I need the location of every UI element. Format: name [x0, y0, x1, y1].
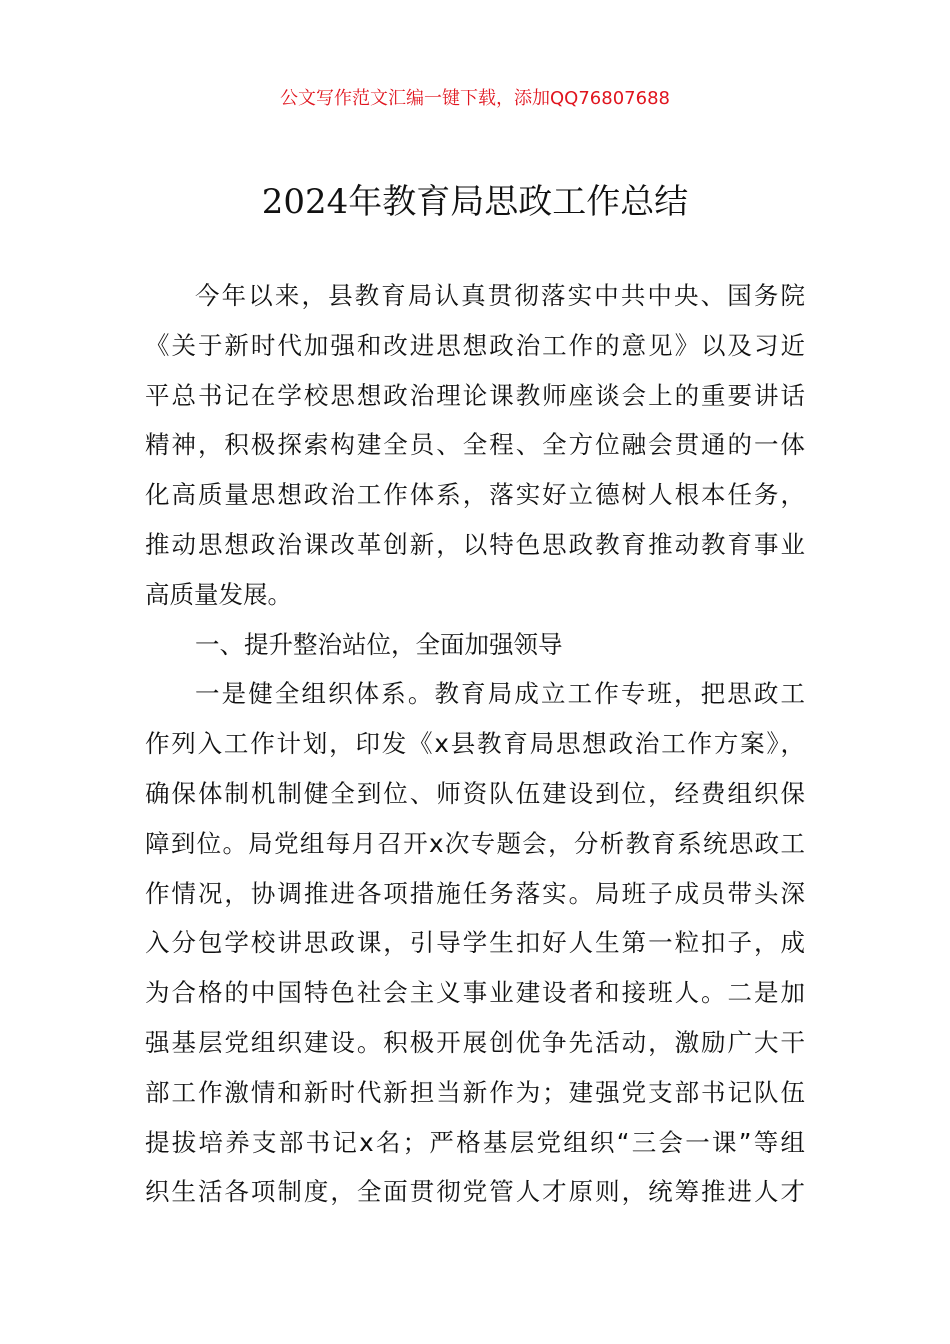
paragraph-line: 作情况，协调推进各项措施任务落实。局班子成员带头深 [145, 878, 805, 908]
paragraph-line: 织生活各项制度，全面贯彻党管人才原则，统筹推进人才 [145, 1177, 805, 1207]
paragraph-line: 确保体制机制健全到位、师资队伍建设到位，经费组织保 [145, 778, 805, 808]
paragraph-line: 入分包学校讲思政课，引导学生扣好人生第一粒扣子，成 [145, 928, 805, 958]
download-banner: 公文写作范文汇编一键下载，添加QQ76807688 [280, 88, 670, 109]
paragraph-line: 推动思想政治课改革创新，以特色思政教育推动教育事业 [145, 529, 805, 559]
paragraph-line: 一是健全组织体系。教育局成立工作专班，把思政工 [195, 679, 805, 709]
paragraph-line: 化高质量思想政治工作体系，落实好立德树人根本任务， [145, 480, 805, 510]
document-body [145, 278, 805, 1224]
paragraph-line: 为合格的中国特色社会主义事业建设者和接班人。二是加 [145, 978, 805, 1008]
paragraph-line: 作列入工作计划，印发《x县教育局思想政治工作方案》， [145, 729, 805, 759]
document-title: 2024年教育局思政工作总结 [261, 182, 689, 222]
paragraph-line: 高质量发展。 [145, 579, 292, 609]
section-heading: 一、提升整治站位，全面加强领导 [195, 629, 563, 659]
paragraph-line: 今年以来，县教育局认真贯彻落实中共中央、国务院 [195, 281, 805, 310]
paragraph-line: 强基层党组织建设。积极开展创优争先活动，激励广大干 [145, 1027, 805, 1057]
paragraph-line: 精神，积极探索构建全员、全程、全方位融会贯通的一体 [145, 430, 805, 460]
paragraph-line: 《关于新时代加强和改进思想政治工作的意见》以及习近 [145, 330, 805, 360]
paragraph-line: 障到位。局党组每月召开x次专题会，分析教育系统思政工 [145, 828, 805, 858]
paragraph-line: 提拔培养支部书记x名；严格基层党组织“三会一课”等组 [145, 1127, 805, 1157]
paragraph-line: 平总书记在学校思想政治理论课教师座谈会上的重要讲话 [145, 380, 805, 410]
paragraph-line: 部工作激情和新时代新担当新作为；建强党支部书记队伍 [145, 1077, 805, 1107]
